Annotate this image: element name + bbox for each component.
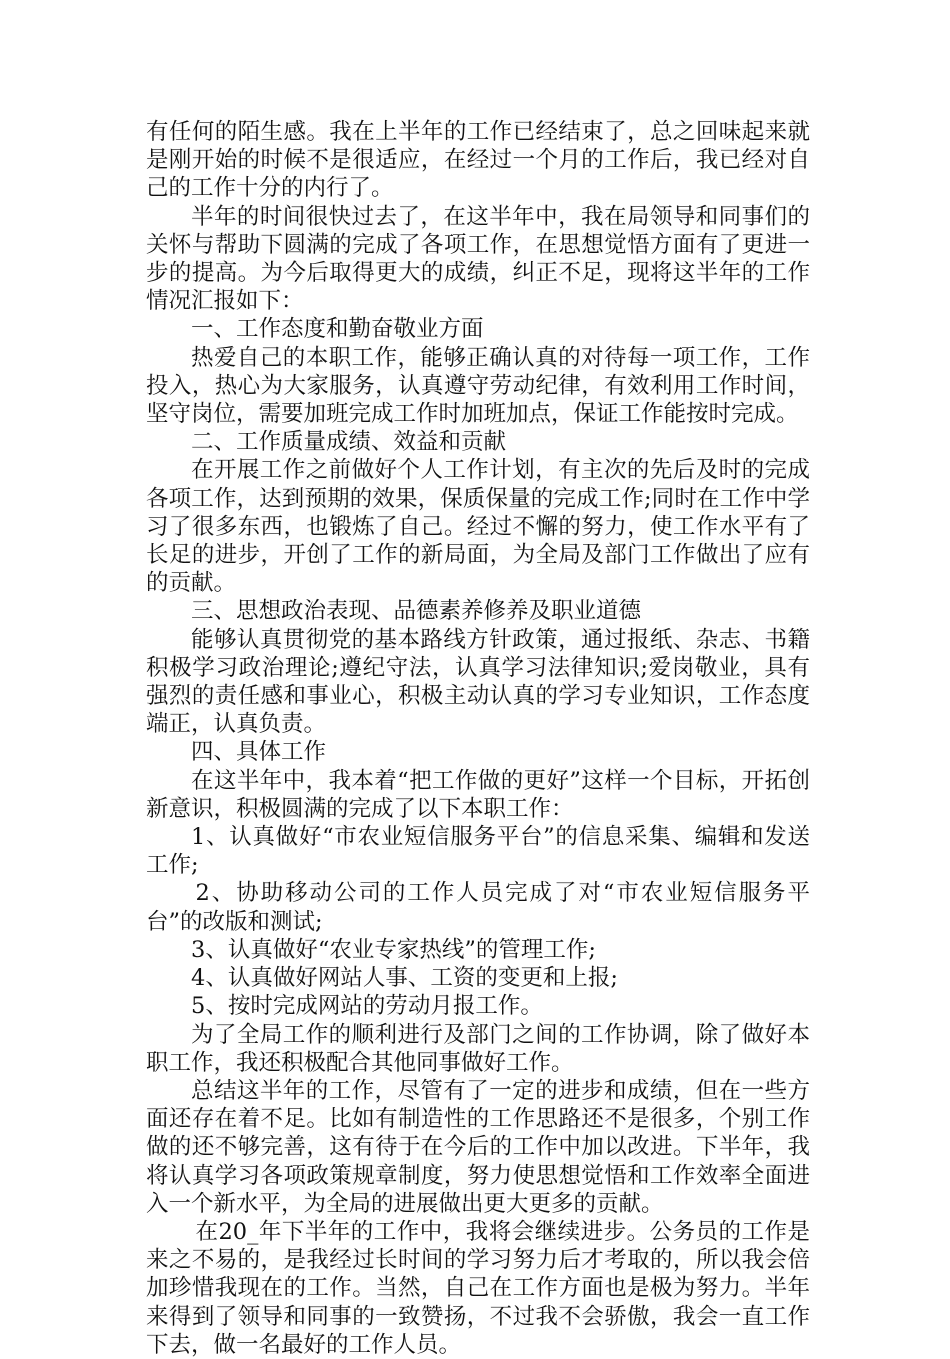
list-item-1: 1、认真做好“市农业短信服务平台”的信息采集、编辑和发送工作; — [146, 824, 810, 879]
paragraph-ethics: 能够认真贯彻党的基本路线方针政策，通过报纸、杂志、书籍积极学习政治理论;遵纪守法，认真学习法律知识;爱岗敬业，具有强烈的责任感和事业心，积极主动认真的学习专业知识，工作态度端正，认真负责。 — [146, 626, 810, 738]
paragraph-summary: 总结这半年的工作，尽管有了一定的进步和成绩，但在一些方面还存在着不足。比如有制造性的工作思路还不是很多，个别工作做的还不够完善，这有待于在今后的工作中加以改进。下半年，我将认真学习各项政策规章制度，努力使思想觉悟和工作效率全面进入一个新水平，为全局的进展做出更大更多的贡献。 — [146, 1077, 810, 1217]
section-heading-attitude: 一、工作态度和勤奋敬业方面 — [191, 316, 484, 343]
list-item-4: 4、认真做好网站人事、工资的变更和上报; — [191, 965, 618, 992]
paragraph-intro: 半年的时间很快过去了，在这半年中，我在局领导和同事们的关怀与帮助下圆满的完成了各项工作，在思想觉悟方面有了更进一步的提高。为今后取得更大的成绩，纠正不足，现将这半年的工作情况汇报如下： — [146, 203, 810, 315]
paragraph-specific-work: 在这半年中，我本着“把工作做的更好”这样一个目标，开拓创新意识，积极圆满的完成了以下本职工作： — [146, 767, 810, 822]
paragraph-quality: 在开展工作之前做好个人工作计划，有主次的先后及时的完成各项工作，达到预期的效果，保质保量的完成工作;同时在工作中学习了很多东西，也锻炼了自己。经过不懈的努力，使工作水平有了长足的进步，开创了工作的新局面，为全局及部门工作做出了应有的贡献。 — [146, 457, 810, 597]
paragraph-cooperation: 为了全局工作的顺利进行及部门之间的工作协调，除了做好本职工作，我还积极配合其他同事做好工作。 — [146, 1021, 810, 1076]
section-heading-specific-work: 四、具体工作 — [191, 739, 327, 766]
paragraph-continuation: 有任何的陌生感。我在上半年的工作已经结束了，总之回味起来就是刚开始的时候不是很适应，在经过一个月的工作后，我已经对自己的工作十分的内行了。 — [146, 119, 810, 202]
paragraph-outlook: 在20_年下半年的工作中，我将会继续进步。公务员的工作是来之不易的，是我经过长时间的学习努力后才考取的，所以我会倍加珍惜我现在的工作。当然，自己在工作方面也是极为努力。半年来得到了领导和同事的一致赞扬，不过我不会骄傲，我会一直工作下去，做一名最好的工作人员。 — [146, 1218, 810, 1358]
section-heading-quality: 二、工作质量成绩、效益和贡献 — [191, 429, 507, 456]
section-heading-ethics: 三、思想政治表现、品德素养修养及职业道德 — [191, 598, 642, 625]
list-item-3: 3、认真做好“农业专家热线”的管理工作; — [191, 936, 596, 963]
document-body — [146, 118, 810, 1359]
list-item-5: 5、按时完成网站的劳动月报工作。 — [191, 993, 543, 1020]
paragraph-attitude: 热爱自己的本职工作，能够正确认真的对待每一项工作，工作投入，热心为大家服务，认真遵守劳动纪律，有效利用工作时间，坚守岗位，需要加班完成工作时加班加点，保证工作能按时完成。 — [146, 344, 810, 428]
list-item-2: 2、协助移动公司的工作人员完成了对“市农业短信服务平台”的改版和测试; — [146, 880, 810, 935]
